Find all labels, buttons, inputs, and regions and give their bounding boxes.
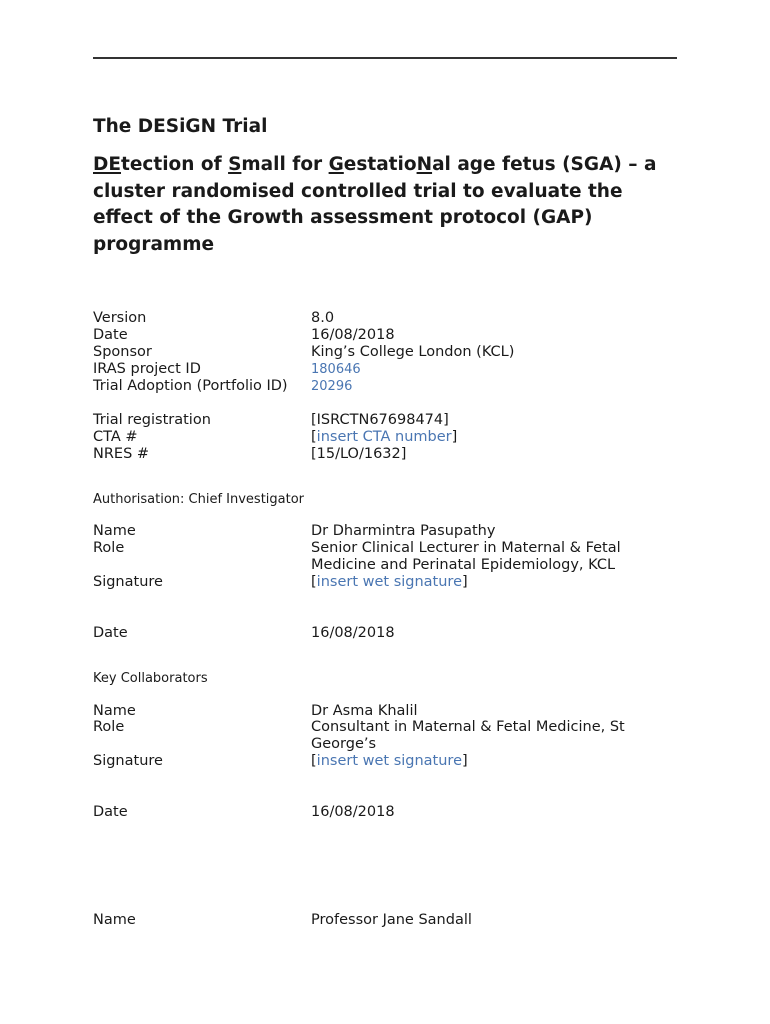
bracket: [: [311, 574, 317, 590]
ci-name-value: Dr Dharmintra Pasupathy: [311, 523, 496, 539]
subtitle-acronym-g: G: [328, 154, 344, 175]
adoption-value: 20296: [311, 379, 353, 394]
date-value: 16/08/2018: [311, 327, 395, 343]
subtitle-acronym-s: S: [228, 154, 242, 175]
section-heading-chief-investigator: Authorisation: Chief Investigator: [93, 492, 305, 507]
ci-role-value: Senior Clinical Lecturer in Maternal & Fetal Medicine and Perinatal Epidemiology, KCL: [311, 540, 621, 573]
sponsor-label: Sponsor: [93, 344, 152, 360]
nres-label: NRES #: [93, 446, 150, 462]
collab1-role-value: Consultant in Maternal & Fetal Medicine, St George’s: [311, 719, 625, 752]
ci-date-value: 16/08/2018: [311, 625, 395, 641]
ci-signature-placeholder: insert wet signature: [316, 574, 462, 590]
ci-role-label: Role: [93, 540, 125, 556]
sponsor-value: King’s College London (KCL): [311, 344, 515, 360]
collab2-name-label: Name: [93, 912, 136, 928]
header-rule: [93, 57, 677, 59]
registration-label: Trial registration: [93, 412, 211, 428]
collab1-role-label: Role: [93, 719, 125, 735]
collab1-name-value: Dr Asma Khalil: [311, 703, 418, 719]
document-title: The DESiGN Trial: [93, 116, 268, 137]
subtitle-text: tection of: [121, 154, 229, 175]
subtitle-text: mall for: [241, 154, 329, 175]
subtitle-text: estatio: [343, 154, 417, 175]
bracket: ]: [462, 574, 468, 590]
version-label: Version: [93, 310, 147, 326]
collab2-name-value: Professor Jane Sandall: [311, 912, 472, 928]
collab1-date-label: Date: [93, 804, 128, 820]
section-heading-key-collaborators: Key Collaborators: [93, 671, 208, 686]
bracket: ]: [462, 753, 468, 769]
cta-label: CTA #: [93, 429, 138, 445]
bracket: [: [311, 753, 317, 769]
adoption-label: Trial Adoption (Portfolio ID): [93, 378, 288, 394]
subtitle-acronym-n: N: [416, 154, 433, 175]
collab1-signature-label: Signature: [93, 753, 163, 769]
subtitle-acronym-de: DE: [93, 154, 121, 175]
collab1-name-label: Name: [93, 703, 136, 719]
collab1-date-value: 16/08/2018: [311, 804, 395, 820]
cta-placeholder: insert CTA number: [316, 429, 452, 445]
bracket: ]: [451, 429, 458, 445]
document-subtitle: [93, 152, 683, 258]
date-label: Date: [93, 327, 128, 343]
version-value: 8.0: [311, 310, 335, 326]
ci-date-label: Date: [93, 625, 128, 641]
collab1-signature-value: [311, 753, 666, 770]
ci-name-label: Name: [93, 523, 136, 539]
subtitle-text: al age fetus (SGA) – a cluster randomised controlled trial to evaluate the effect of the Growth assessment protocol (GAP) programme: [93, 154, 657, 255]
bracket: [: [311, 429, 317, 445]
iras-label: IRAS project ID: [93, 361, 201, 377]
cta-value: [311, 429, 666, 446]
nres-value: [15/LO/1632]: [311, 446, 407, 462]
iras-value: 180646: [311, 362, 361, 377]
collab1-signature-placeholder: insert wet signature: [316, 753, 462, 769]
ci-signature-value: [311, 574, 666, 591]
registration-value: [ISRCTN67698474]: [311, 412, 449, 428]
ci-signature-label: Signature: [93, 574, 163, 590]
